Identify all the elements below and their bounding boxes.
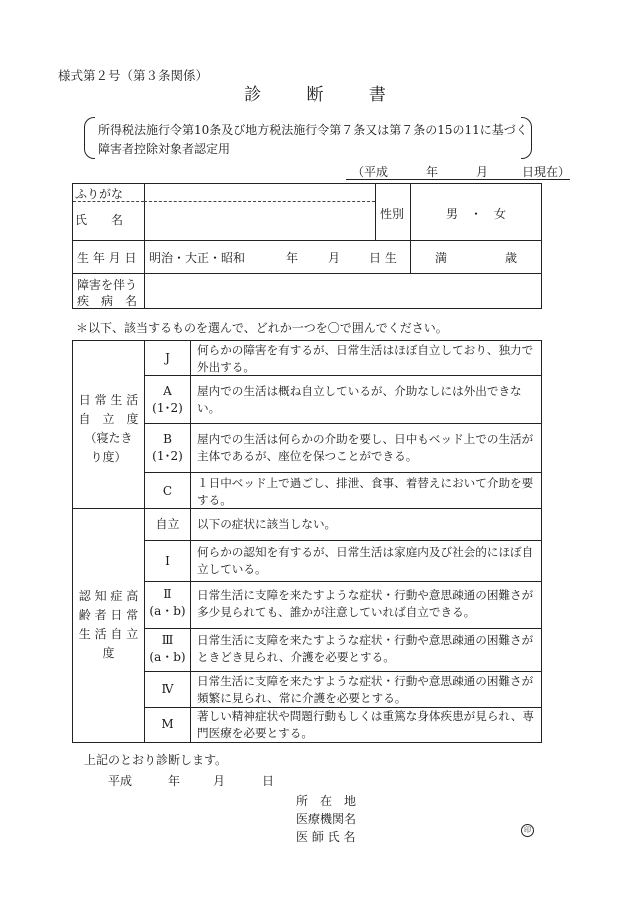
code-sub: (1･2): [152, 401, 183, 415]
issue-month: 月: [213, 774, 226, 788]
desc-line: 何らかの障害を有するが、日常生活はほぼ自立しており、独力で: [197, 343, 534, 357]
grid-line: [190, 341, 191, 742]
bedridden-level-label: [73, 391, 144, 467]
sex-label: 性別: [380, 207, 405, 221]
as-of-suffix: 日現在）: [522, 165, 571, 179]
desc-line: 日常生活に支障を来たすような症状・行動や意思疎通の困難さが: [197, 588, 534, 602]
dob-eras[interactable]: 明治・大正・昭和: [149, 251, 246, 265]
grid-line: [144, 540, 541, 541]
code-sub: (1･2): [152, 449, 183, 463]
legal-basis-text: [98, 121, 528, 159]
level-code-b[interactable]: [145, 431, 190, 465]
desc-line: する。: [197, 493, 232, 507]
grid-line: [144, 423, 541, 424]
code-text: Ⅲ: [161, 633, 174, 647]
label-line: 齢 者 日 常: [78, 608, 139, 622]
age-prefix: 満: [435, 251, 448, 265]
desc-line: 頻繁に見られ、常に介護を必要とする。: [197, 691, 407, 705]
desc-line: 外出する。: [197, 360, 255, 374]
level-desc-m: [197, 708, 537, 742]
level-code-1[interactable]: [145, 553, 190, 570]
desc-line: 多少見られても、誰かが注意していれば自立できる。: [197, 605, 476, 619]
title-char: 断: [306, 85, 324, 105]
title-char: 書: [368, 85, 386, 105]
issue-era: 平成: [108, 774, 133, 788]
patient-info-grid: [72, 183, 542, 309]
code-text: 自立: [155, 517, 180, 531]
label-line: り度）: [90, 450, 127, 464]
dob-day: 日 生: [369, 251, 397, 265]
code-text: Ⅳ: [161, 682, 174, 696]
desc-line: 主体であるが、座位を保つことができる。: [197, 449, 418, 463]
disease-label: 疾 病 名: [77, 294, 138, 308]
instruction-note: ＊以下、該当するものを選んで、どれか一つを〇で囲んでください。: [76, 321, 448, 335]
level-desc-1: [197, 544, 537, 578]
grid-line: [144, 628, 541, 629]
desc-line: 日常生活に支障を来たすような症状・行動や意思疎通の困難さが: [197, 674, 534, 688]
level-desc-4: [197, 673, 537, 707]
furigana-label: ふりがな: [75, 187, 124, 201]
level-desc-j: [197, 342, 537, 376]
code-text: Ⅱ: [163, 587, 172, 601]
code-text: B: [163, 432, 172, 446]
level-code-3[interactable]: [145, 632, 190, 666]
desc-line: い。: [197, 401, 221, 415]
issue-year: 年: [168, 774, 181, 788]
left-bracket: [84, 117, 95, 159]
form-number: 様式第２号（第３条関係）: [58, 68, 209, 83]
assessment-table: [72, 340, 542, 743]
desc-line: 日常生活に支障を来たすような症状・行動や意思疎通の困難さが: [197, 633, 534, 647]
desc-line: ときどき見られ、介護を必要とする。: [197, 650, 395, 664]
grid-line: [410, 184, 411, 273]
legal-basis-box: [84, 117, 532, 159]
label-line: 自 立 度: [78, 412, 139, 426]
dementia-level-label: [73, 587, 144, 663]
as-of-era: （平成: [352, 165, 389, 179]
desc-line: 立している。: [197, 562, 267, 576]
level-code-independent[interactable]: [145, 516, 190, 533]
level-code-4[interactable]: [145, 681, 190, 698]
seal-icon: 印: [521, 824, 534, 837]
document-title: [0, 80, 630, 105]
legal-basis-line: 障害者控除対象者認定用: [98, 142, 231, 156]
label-line: 度: [102, 646, 115, 660]
dob-label: 生 年 月 日: [77, 251, 137, 265]
level-desc-b: [197, 431, 537, 465]
code-sub: (a・b): [149, 650, 186, 664]
furigana-field[interactable]: [145, 184, 375, 201]
level-desc-3: [197, 632, 537, 666]
desc-line: 以下の症状に該当しない。: [197, 517, 337, 531]
as-of-month: 月: [476, 165, 489, 179]
code-text: Ⅰ: [165, 554, 170, 568]
name-label: 氏 名: [75, 213, 124, 227]
code-text: A: [163, 384, 172, 398]
desc-line: 屋内での生活は概ね自立しているが、介助なしには外出できな: [197, 384, 522, 398]
legal-basis-line: 所得税法施行令第10条及び地方税法施行令第７条又は第７条の15の11に基づく: [98, 123, 528, 137]
grid-line: [144, 581, 541, 582]
disease-label: 障害を伴う: [77, 278, 138, 292]
sex-options[interactable]: 男 ・ 女: [445, 207, 506, 221]
desc-line: 門医療を必要とする。: [197, 726, 313, 740]
desc-line: 著しい精神症状や問題行動もしくは重篤な身体疾患が見られ、専: [197, 709, 534, 723]
name-field[interactable]: [145, 202, 375, 240]
label-line: 生 活 自 立: [78, 627, 139, 641]
closing-statement: 上記のとおり診断します。: [84, 753, 228, 767]
grid-line: [144, 671, 541, 672]
level-desc-a: [197, 383, 537, 417]
label-line: 認 知 症 高: [78, 589, 139, 603]
doctor-name-label: 医 師 氏 名: [296, 830, 356, 844]
issue-day: 日: [262, 774, 275, 788]
grid-line: [144, 472, 541, 473]
code-text: C: [162, 484, 173, 498]
desc-line: １日中ベッド上で過ごし、排泄、食事、着替えにおいて介助を要: [197, 476, 534, 490]
disease-field[interactable]: [145, 274, 541, 308]
address-label: 所 在 地: [296, 794, 357, 808]
desc-line: 何らかの認知を有するが、日常生活は家庭内及び社会的にほぼ自: [197, 545, 534, 559]
desc-line: 屋内での生活は何らかの介助を要し、日中もベッド上での生活が: [197, 432, 534, 446]
code-sub: (a・b): [149, 604, 186, 618]
label-line: 日 常 生 活: [78, 393, 139, 407]
code-text: M: [161, 717, 174, 731]
level-desc-independent: [197, 516, 537, 533]
level-code-j[interactable]: [145, 350, 190, 367]
level-desc-c: [197, 475, 537, 509]
level-code-a[interactable]: [145, 383, 190, 417]
level-code-2[interactable]: [145, 586, 190, 620]
grid-line: [375, 184, 376, 240]
institution-label: 医療機関名: [296, 812, 357, 826]
as-of-date: [346, 163, 570, 180]
as-of-year: 年: [426, 165, 439, 179]
label-line: （寝たき: [84, 431, 133, 445]
level-code-c[interactable]: [145, 483, 190, 500]
age-suffix: 歳: [505, 251, 518, 265]
dob-month: 月: [328, 251, 341, 265]
dob-year: 年: [286, 251, 299, 265]
level-code-m[interactable]: [145, 716, 190, 733]
title-char: 診: [244, 85, 262, 105]
code-text: J: [165, 351, 170, 365]
level-desc-2: [197, 587, 537, 621]
